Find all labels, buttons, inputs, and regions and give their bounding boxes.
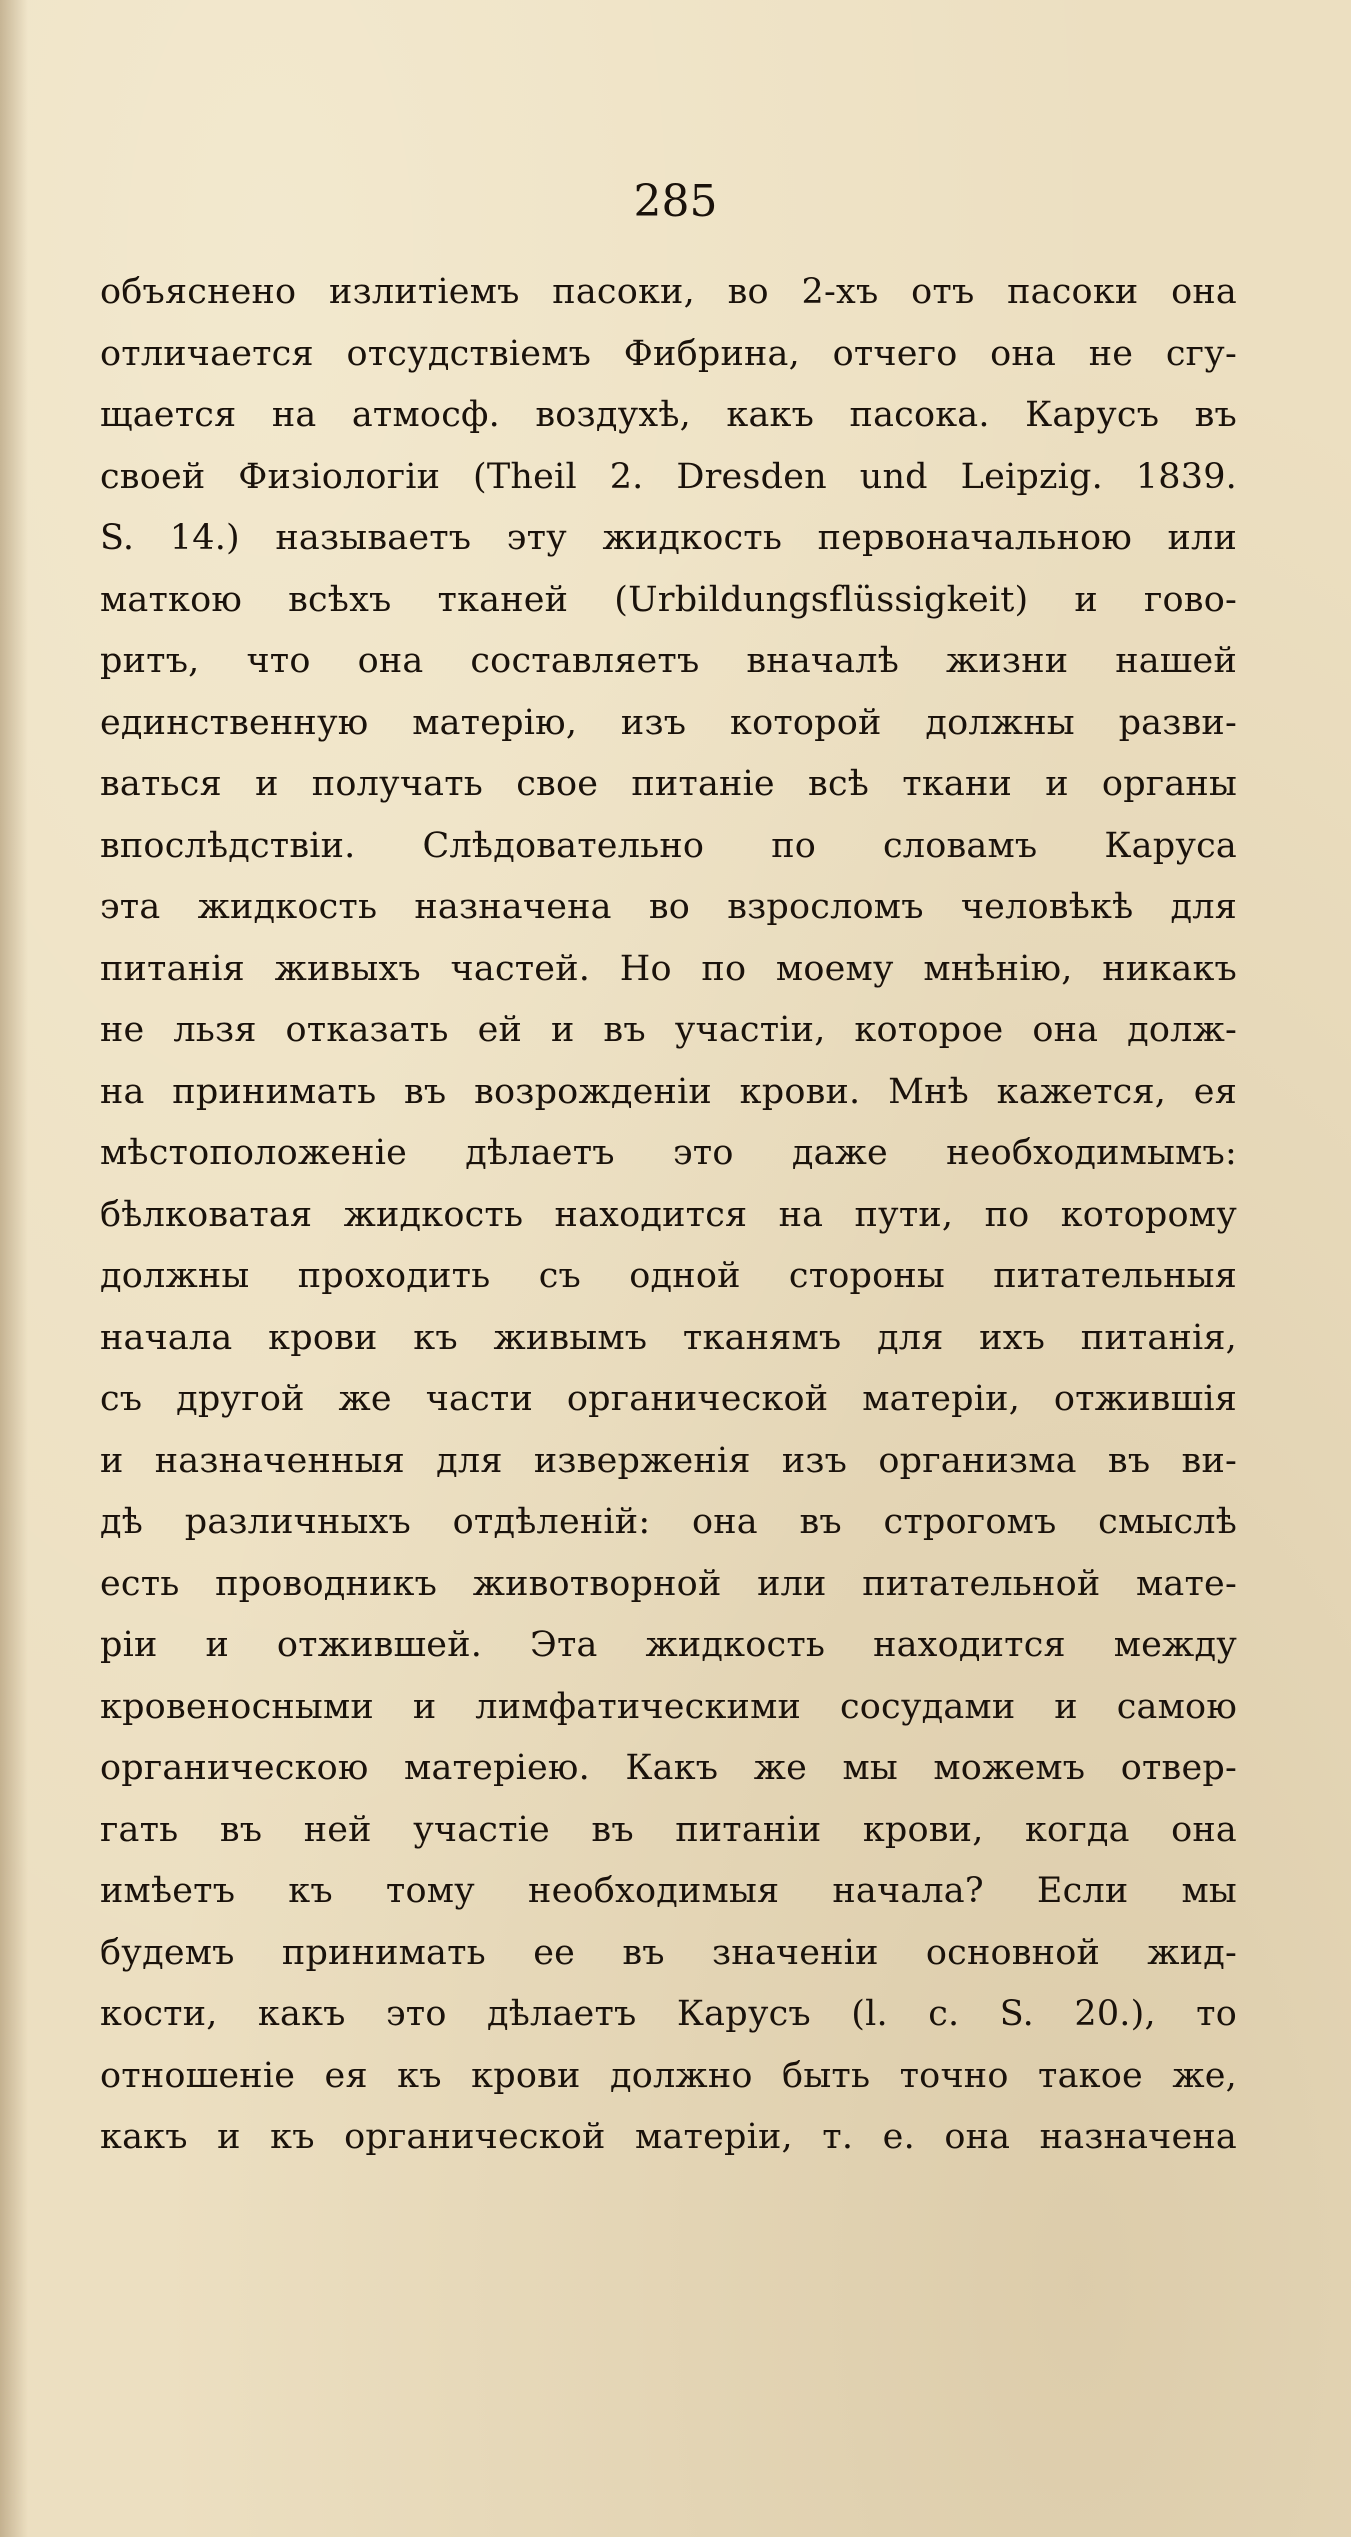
text-line: впослѣдствiи. Слѣдовательно по словамъ Каруса — [100, 825, 1237, 866]
text-line: кровеносными и лимфатическими сосудами и самою — [100, 1686, 1237, 1727]
text-line: единственную матерiю, изъ которой должны разви- — [100, 702, 1237, 743]
text-line: съ другой же части органической матерiи, отжившiя — [100, 1379, 1237, 1419]
text-line: своей Физiологiи (Theil 2. Dresden und Leipzig. 1839. — [100, 456, 1237, 497]
text-line: эта жидкость назначена во взросломъ человѣкѣ для — [100, 887, 1237, 927]
text-line: щается на атмосф. воздухѣ, какъ пасока. Карусъ въ — [100, 395, 1237, 435]
text-line: и назначенныя для изверженiя изъ организма въ ви- — [100, 1440, 1237, 1481]
text-line: S. 14.) называетъ эту жидкость первоначальною или — [100, 518, 1237, 558]
text-line: отличается отсудствiемъ Фибрина, отчего она не сгу- — [100, 333, 1237, 374]
text-line: не льзя отказать ей и въ участiи, которое она долж- — [100, 1010, 1237, 1050]
text-line: дѣ различныхъ отдѣленiй: она въ строгомъ смыслѣ — [100, 1502, 1237, 1542]
text-line: отношенiе ея къ крови должно быть точно такое же, — [100, 2055, 1237, 2096]
text-line: есть проводникъ животворной или питательной мате- — [100, 1563, 1237, 1604]
text-line: ваться и получать свое питанiе всѣ ткани и органы — [100, 764, 1237, 804]
text-line: мѣстоположенiе дѣлаетъ это даже необходимымъ: — [100, 1133, 1237, 1173]
text-line: питанiя живыхъ частей. Но по моему мнѣнiю, никакъ — [100, 948, 1237, 989]
text-line: какъ и къ органической матерiи, т. е. она назначена — [100, 2117, 1237, 2157]
text-line: рiи и отжившей. Эта жидкость находится между — [100, 1625, 1237, 1665]
text-line: бѣлковатая жидкость находится на пути, по которому — [100, 1194, 1237, 1235]
text-line: ритъ, что она составляетъ вначалѣ жизни нашей — [100, 641, 1237, 681]
text-line: кости, какъ это дѣлаетъ Карусъ (l. c. S. 20.), то — [100, 1994, 1237, 2034]
text-line: должны проходить съ одной стороны питательныя — [100, 1256, 1237, 1296]
text-line: объяснено излитiемъ пасоки, во 2-хъ отъ пасоки она — [100, 272, 1237, 312]
text-line: на принимать въ возрожденiи крови. Мнѣ кажется, ея — [100, 1071, 1237, 1112]
body-text — [100, 262, 1237, 2169]
text-line: имѣетъ къ тому необходимыя начала? Если мы — [100, 1871, 1237, 1911]
text-line: гать въ ней участiе въ питанiи крови, когда она — [100, 1809, 1237, 1850]
page-number: 285 — [633, 176, 718, 227]
text-line: начала крови къ живымъ тканямъ для ихъ питанiя, — [100, 1317, 1237, 1358]
text-line: будемъ принимать ее въ значенiи основной жид- — [100, 1932, 1237, 1973]
page-binding-shadow — [0, 0, 28, 2537]
text-line: маткою всѣхъ тканей (Urbildungsflüssigkeit) и гово- — [100, 579, 1237, 620]
text-line: органическою матерiею. Какъ же мы можемъ отвер- — [100, 1748, 1237, 1788]
